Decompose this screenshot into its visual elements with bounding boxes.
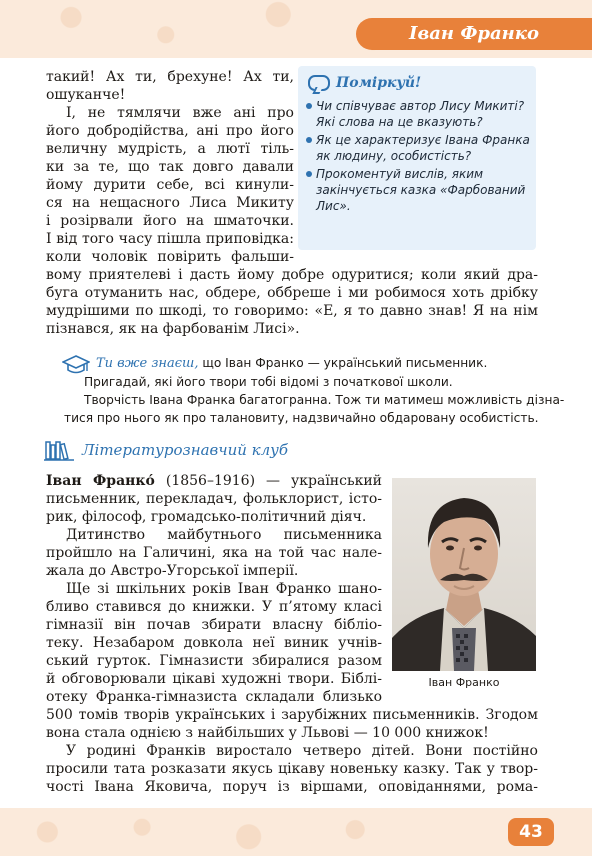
story-text-wide	[46, 266, 538, 338]
know-line-3: Творчість Івана Франка багатогранна. Тож ти матимеш можливість дізна-	[84, 393, 565, 407]
story-line: ошуканче!	[46, 87, 126, 103]
bio-line: теку. Незабаром довкола неї виник учнів-	[46, 635, 382, 651]
think-box	[298, 66, 536, 250]
bio-line: гімназії він почав збирати власну бібліо-	[46, 617, 382, 633]
think-title: Поміркуй!	[336, 75, 422, 91]
portrait-caption: Іван Франко	[428, 676, 500, 689]
story-line: і розірвали його на шматочки.	[46, 213, 294, 229]
bio-line: просили тата розказати якусь цікаву новеньку казку. Так у твор-	[46, 761, 538, 777]
bio-line: вона стала однією з найбільших у Львові — 10 000 книжок!	[46, 725, 489, 741]
bio-line: У родині Франків виростало четверо дітей. Вони постійно	[66, 743, 538, 759]
speech-bubble-icon	[308, 75, 330, 91]
bio-line: жала до Австро-Угорської імперії.	[46, 563, 299, 579]
story-text	[46, 68, 294, 266]
bio-line: ський гурток. Гімназисти збиралися разом	[46, 653, 382, 669]
bio-line: 500 томів творів українських і зарубіжних письменників. Згодом	[46, 707, 538, 723]
story-line: пізнався, як на фарбованім Лисі».	[46, 321, 300, 337]
bottom-decorative-band	[0, 808, 592, 856]
story-line: такий! Ах ти, брехуне! Ах ти,	[46, 69, 294, 85]
think-questions	[304, 98, 532, 216]
know-line-1	[62, 354, 542, 373]
bio-line: бливо ставився до книжки. У п’ятому класі	[46, 599, 382, 615]
story-line: величну мудрість, а лютї тіль-	[46, 141, 294, 157]
you-know-block	[62, 354, 565, 427]
story-line: його добродійства, ані про його	[46, 123, 294, 139]
bio-line: Ще зі шкільних років Іван Франко шано-	[66, 581, 382, 597]
story-line: коли чоловік повірить фальши-	[46, 249, 294, 265]
story-line: йому дурити себе, всі кинули-	[46, 177, 294, 193]
story-line: ся на нещасного Лиса Микиту	[46, 195, 294, 211]
literary-club-heading	[44, 438, 288, 462]
think-question: Як це характеризує Івана Франка як людину, особистість?	[304, 132, 532, 164]
know-lead: Ти вже знаєш,	[96, 356, 199, 371]
story-line: І від того часу пішла приповідка:	[46, 231, 294, 247]
story-line: мудрішими по шкоді, то говоримо: «Е, я то давно знав! Я на нім	[46, 303, 538, 319]
bio-line	[46, 472, 382, 490]
bio-name: Іван Франко́	[46, 473, 155, 489]
bio-text	[46, 472, 382, 706]
think-question: Прокоментуй вислів, яким закінчується казка «Фарбований Лис».	[304, 166, 532, 214]
bio-line: й обговорювали цікаві художні твори. Біблі-	[46, 671, 382, 687]
story-line: буга отуманить нас, обдере, оббреше і ми робимося хоть дрібку	[46, 285, 538, 301]
literary-club-title: Літературознавчий клуб	[82, 441, 289, 459]
know-line-2: Пригадай, які його твори тобі відомі з початкової школи.	[84, 375, 453, 389]
page-number: 43	[508, 818, 554, 846]
books-icon	[44, 439, 74, 461]
chapter-title-tab: Іван Франко	[356, 18, 592, 50]
bio-line: Дитинство майбутнього письменника	[66, 527, 382, 543]
story-line: І, не тямлячи вже ані про	[66, 105, 294, 121]
portrait-photo	[392, 478, 536, 671]
bio-line-text: (1856–1916) — український	[154, 473, 382, 489]
know-line-4: тися про нього як про талановиту, надзвичайно обдаровану особистість.	[64, 411, 539, 425]
bio-line: пройшло на Галичині, яка на той час нале-	[46, 545, 382, 561]
bio-line: письменник, перекладач, фольклорист, істо-	[46, 491, 382, 507]
portrait-drawing	[392, 478, 536, 671]
bio-text-wide	[46, 706, 538, 796]
know-line-text: що Іван Франко — український письменник.	[198, 356, 488, 370]
bio-line: рик, філософ, громадсько-політичний діяч.	[46, 509, 367, 525]
think-question: Чи співчуває автор Лису Микиті? Які слова на це вказують?	[304, 98, 532, 130]
think-header	[308, 73, 421, 93]
bio-line: чості Івана Яковича, поруч із віршами, оповіданнями, рома-	[46, 779, 538, 795]
story-line: ки за те, що так довго давали	[46, 159, 294, 175]
story-line: вому приятелеві і дасть йому добре одуритися; коли який дра-	[46, 267, 538, 283]
bio-line: отеку Франка-гімназиста складали близько	[46, 689, 382, 705]
